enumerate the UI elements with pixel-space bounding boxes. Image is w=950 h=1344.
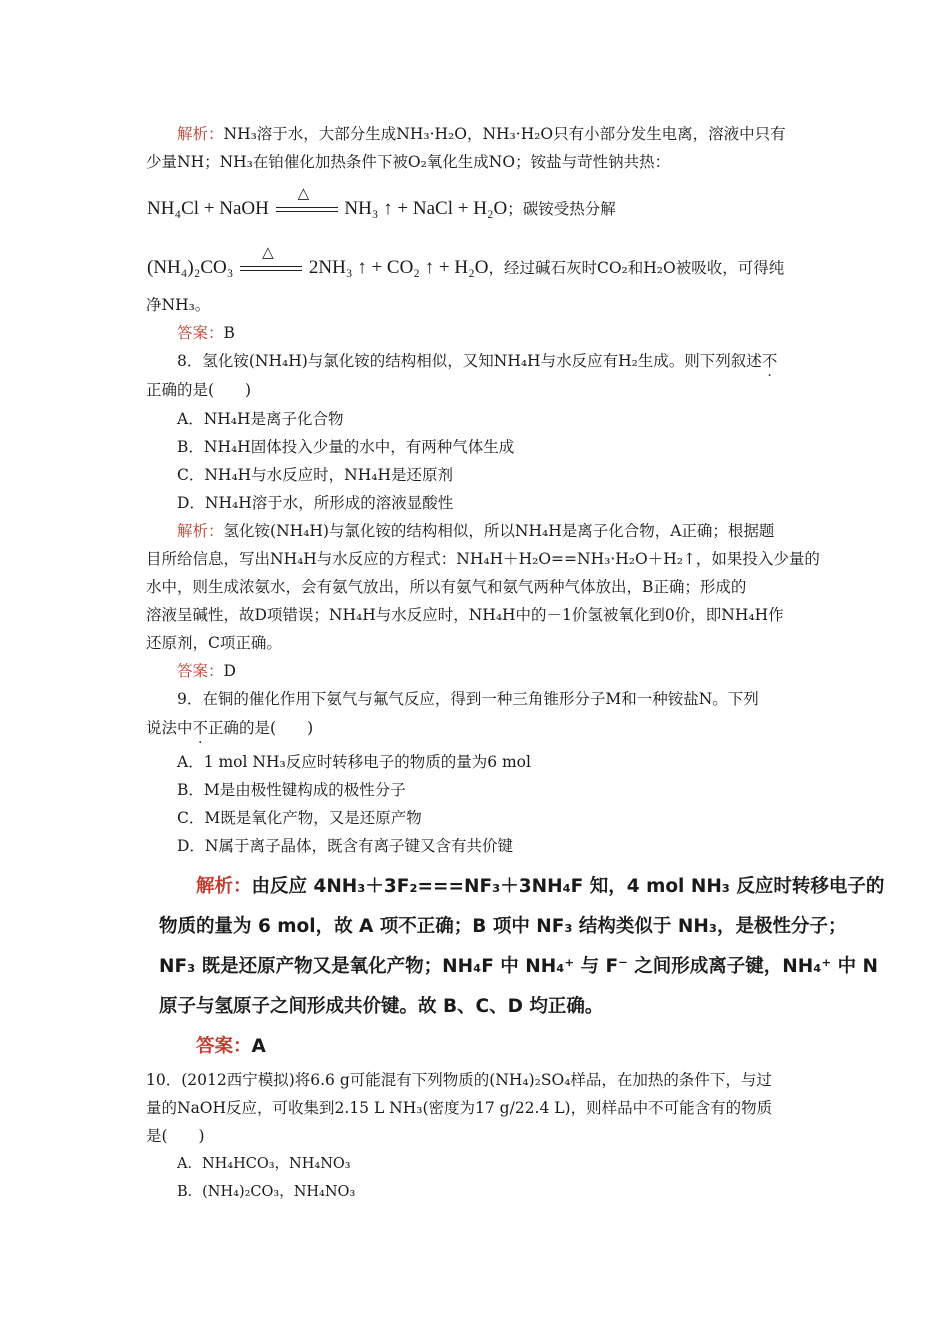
question-10-line-1: 10．(2012西宁模拟)将6.6 g可能混有下列物质的(NH₄)₂SO₄样品，在加热的条件下，与过 [146,1071,772,1089]
question-10-option-b: B．(NH₄)₂CO₃，NH₄NO₃ [177,1184,356,1200]
question-9-stem-1: 9．在铜的催化作用下氨气与氟气反应，得到一种三角锥形分子M和一种铵盐N。下列 [177,690,759,708]
analysis-9-line-3: NF₃ 既是还原产物又是氧化产物；NH₄F 中 NH₄⁺ 与 F⁻ 之间形成离子键，NH₄⁺ 中 N [159,956,879,977]
analysis-7-line-2: 少量NH；NH₃在铂催化加热条件下被O₂氧化生成NO；铵盐与苛性钠共热： [146,153,671,171]
analysis-8-line-5: 还原剂，C项正确。 [146,634,282,652]
answer-9: 答案：A [196,1036,266,1057]
analysis-8-line-4: 溶液呈碱性，故D项错误；NH₄H与水反应时，NH₄H中的－1价氢被氧化到0价，即NH₄H作 [146,606,784,624]
question-8-option-a: A．NH₄H是离子化合物 [177,410,344,428]
analysis-8-line-1: 解析：氢化铵(NH₄H)与氯化铵的结构相似，所以NH₄H是离子化合物，A正确；根据题 [177,522,775,540]
question-8-option-d: D．NH₄H溶于水，所形成的溶液显酸性 [177,494,454,512]
equation-1: NH₄Cl + NaOH △ NH₃ ↑ + NaCl + H₂O；碳铵受热分解 [147,186,616,219]
analysis-8-line-3: 水中，则生成浓氨水，会有氨气放出，所以有氨气和氨气两种气体放出，B正确；形成的 [146,578,747,596]
question-9-option-c: C．M既是氧化产物，又是还原产物 [177,809,422,827]
equation-2: (NH₄)₂CO₃ △ 2NH₃ ↑ + CO₂ ↑ + H₂O，经过碱石灰时CO₂和H₂O被吸收，可得纯 [147,245,785,278]
reaction-equals-sign: △ [240,266,302,271]
question-10-option-a: A．NH₄HCO₃，NH₄NO₃ [177,1156,351,1172]
question-10-line-2: 量的NaOH反应，可收集到2.15 L NH₃(密度为17 g/22.4 L)，则样品中不可能含有的物质 [146,1099,773,1117]
question-8-option-b: B．NH₄H固体投入少量的水中，有两种气体生成 [177,438,515,456]
question-8-option-c: C．NH₄H与水反应时，NH₄H是还原剂 [177,466,453,484]
analysis-9-line-2: 物质的量为 6 mol，故 A 项不正确；B 项中 NF₃ 结构类似于 NH₃，是极性分子； [159,916,847,937]
question-8-stem-2: 正确的是( ) [146,381,252,399]
reaction-equals-sign: △ [276,207,338,212]
question-9-option-a: A．1 mol NH₃反应时转移电子的物质的量为6 mol [177,753,531,771]
answer-8: 答案：D [177,662,236,680]
analysis-8-line-2: 目所给信息，写出NH₄H与水反应的方程式：NH₄H＋H₂O==NH₃·H₂O＋H₂↑，如果投入少量的 [146,550,820,568]
answer-7: 答案：B [177,324,235,342]
question-9-option-b: B．M是由极性键构成的极性分子 [177,781,406,799]
analysis-7-line-end: 净NH₃。 [146,296,211,314]
analysis-9-line-1: 解析：由反应 4NH₃＋3F₂===NF₃＋3NH₄F 知，4 mol NH₃ 反应时转移电子的 [196,876,885,897]
analysis-7-line-1: 解析：NH₃溶于水，大部分生成NH₃·H₂O，NH₃·H₂O只有小部分发生电离，溶液中只有 [177,125,786,143]
analysis-9-line-4: 原子与氢原子之间形成共价键。故 B、C、D 均正确。 [159,996,604,1017]
question-8-stem-1: 8．氢化铵(NH₄H)与氯化铵的结构相似，又知NH₄H与水反应有H₂生成。则下列叙述不 [177,352,778,370]
question-9-stem-2: 说法中不正确的是( ) [146,719,314,737]
question-9-option-d: D．N属于离子晶体，既含有离子键又含有共价键 [177,837,513,855]
question-10-line-3: 是( ) [146,1127,205,1145]
analysis-label: 解析： [177,125,224,143]
